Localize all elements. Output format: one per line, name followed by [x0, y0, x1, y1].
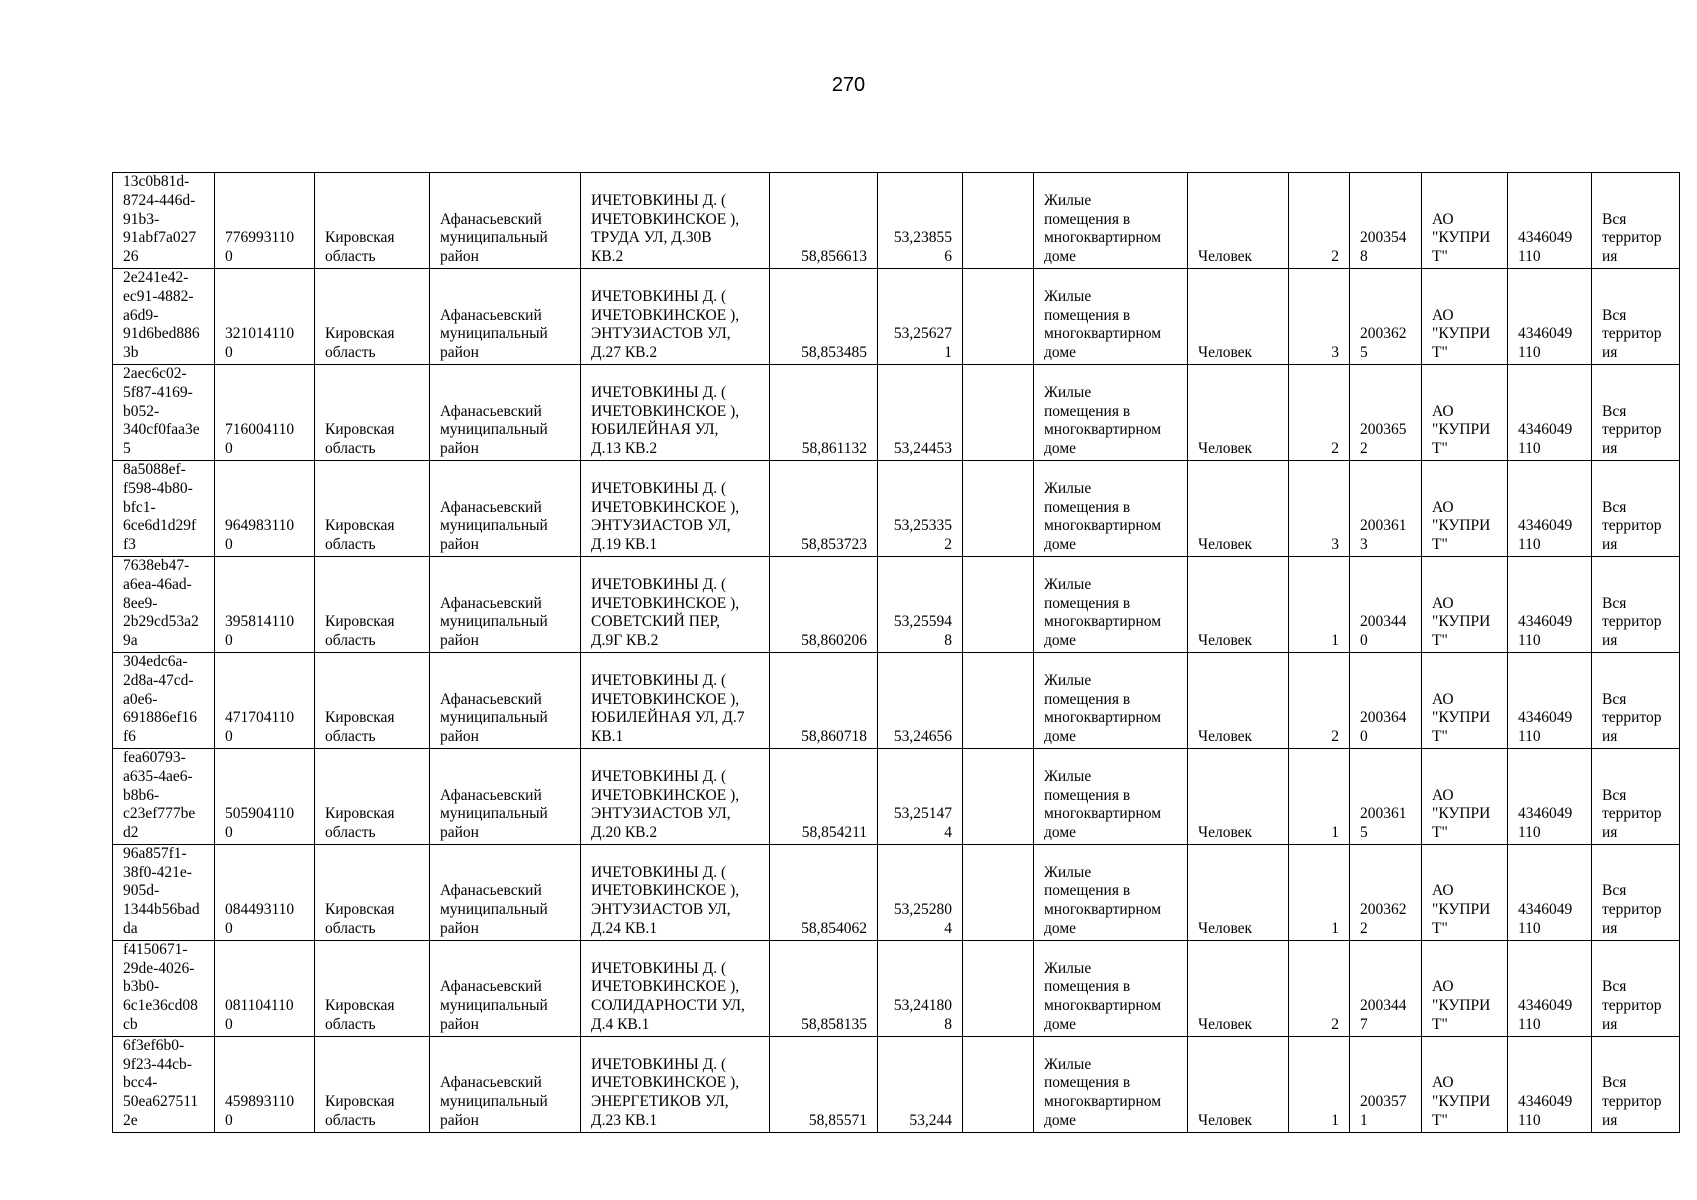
region-cell: Кировская область [315, 940, 430, 1036]
longitude-cell: 53,24656 [878, 652, 963, 748]
unit-cell: Человек [1188, 940, 1289, 1036]
object-id-cell: 96a857f1- 38f0-421e- 905d- 1344b56bad da [113, 844, 215, 940]
service-code-cell: 200344 7 [1350, 940, 1422, 1036]
longitude-cell: 53,23855 6 [878, 173, 963, 269]
organization-cell: АО "КУПРИ Т" [1422, 844, 1508, 940]
object-id-cell: 6f3ef6b0- 9f23-44cb- bcc4- 50ea627511 2e [113, 1036, 215, 1132]
count-cell: 2 [1289, 652, 1350, 748]
unit-cell: Человек [1188, 173, 1289, 269]
table-row [113, 173, 1680, 269]
district-cell: Афанасьевский муниципальный район [430, 844, 581, 940]
table-row [113, 1036, 1680, 1132]
count-cell: 1 [1289, 748, 1350, 844]
inn-cell: 4346049 110 [1508, 940, 1592, 1036]
inn-cell: 4346049 110 [1508, 460, 1592, 556]
table-row [113, 460, 1680, 556]
district-cell: Афанасьевский муниципальный район [430, 652, 581, 748]
territory-cell: Вся территор ия [1592, 173, 1680, 269]
territory-cell: Вся территор ия [1592, 1036, 1680, 1132]
unit-cell: Человек [1188, 556, 1289, 652]
premises-type-cell: Жилые помещения в многоквартирном доме [1034, 556, 1188, 652]
code-cell: 081104110 0 [215, 940, 315, 1036]
count-cell: 1 [1289, 844, 1350, 940]
table-row [113, 268, 1680, 364]
object-id-cell: f4150671- 29de-4026- b3b0- 6c1e36cd08 cb [113, 940, 215, 1036]
code-cell: 395814110 0 [215, 556, 315, 652]
organization-cell: АО "КУПРИ Т" [1422, 556, 1508, 652]
object-id-cell: 7638eb47- a6ea-46ad- 8ee9- 2b29cd53a2 9a [113, 556, 215, 652]
latitude-cell: 58,853485 [770, 268, 878, 364]
code-cell: 505904110 0 [215, 748, 315, 844]
page-number: 270 [831, 74, 866, 96]
organization-cell: АО "КУПРИ Т" [1422, 652, 1508, 748]
premises-type-cell: Жилые помещения в многоквартирном доме [1034, 364, 1188, 460]
code-cell: 321014110 0 [215, 268, 315, 364]
region-cell: Кировская область [315, 652, 430, 748]
region-cell: Кировская область [315, 844, 430, 940]
district-cell: Афанасьевский муниципальный район [430, 268, 581, 364]
count-cell: 2 [1289, 940, 1350, 1036]
latitude-cell: 58,860206 [770, 556, 878, 652]
object-id-cell: 304edc6a- 2d8a-47cd- a0e6- 691886ef16 f6 [113, 652, 215, 748]
premises-type-cell: Жилые помещения в многоквартирном доме [1034, 1036, 1188, 1132]
service-code-cell: 200362 5 [1350, 268, 1422, 364]
object-id-cell: 8a5088ef- f598-4b80- bfc1- 6ce6d1d29f f3 [113, 460, 215, 556]
premises-type-cell: Жилые помещения в многоквартирном доме [1034, 844, 1188, 940]
territory-cell: Вся территор ия [1592, 748, 1680, 844]
latitude-cell: 58,854062 [770, 844, 878, 940]
region-cell: Кировская область [315, 748, 430, 844]
address-cell: ИЧЕТОВКИНЫ Д. ( ИЧЕТОВКИНСКОЕ ), ТРУДА УЛ, Д.30В КВ.2 [581, 173, 770, 269]
territory-cell: Вся территор ия [1592, 652, 1680, 748]
count-cell: 3 [1289, 268, 1350, 364]
organization-cell: АО "КУПРИ Т" [1422, 268, 1508, 364]
unit-cell: Человек [1188, 844, 1289, 940]
longitude-cell: 53,244 [878, 1036, 963, 1132]
region-cell: Кировская область [315, 173, 430, 269]
count-cell: 2 [1289, 364, 1350, 460]
premises-type-cell: Жилые помещения в многоквартирном доме [1034, 940, 1188, 1036]
inn-cell: 4346049 110 [1508, 173, 1592, 269]
registry-table [112, 172, 1680, 1133]
empty-cell [963, 1036, 1034, 1132]
district-cell: Афанасьевский муниципальный район [430, 940, 581, 1036]
territory-cell: Вся территор ия [1592, 844, 1680, 940]
empty-cell [963, 940, 1034, 1036]
object-id-cell: 2e241e42- ec91-4882- a6d9- 91d6bed886 3b [113, 268, 215, 364]
table-row [113, 844, 1680, 940]
inn-cell: 4346049 110 [1508, 652, 1592, 748]
service-code-cell: 200344 0 [1350, 556, 1422, 652]
territory-cell: Вся территор ия [1592, 364, 1680, 460]
region-cell: Кировская область [315, 460, 430, 556]
organization-cell: АО "КУПРИ Т" [1422, 460, 1508, 556]
district-cell: Афанасьевский муниципальный район [430, 364, 581, 460]
organization-cell: АО "КУПРИ Т" [1422, 364, 1508, 460]
region-cell: Кировская область [315, 1036, 430, 1132]
latitude-cell: 58,854211 [770, 748, 878, 844]
empty-cell [963, 268, 1034, 364]
address-cell: ИЧЕТОВКИНЫ Д. ( ИЧЕТОВКИНСКОЕ ), ЭНЕРГЕТИКОВ УЛ, Д.23 КВ.1 [581, 1036, 770, 1132]
address-cell: ИЧЕТОВКИНЫ Д. ( ИЧЕТОВКИНСКОЕ ), ЭНТУЗИАСТОВ УЛ, Д.27 КВ.2 [581, 268, 770, 364]
inn-cell: 4346049 110 [1508, 268, 1592, 364]
unit-cell: Человек [1188, 748, 1289, 844]
region-cell: Кировская область [315, 364, 430, 460]
service-code-cell: 200365 2 [1350, 364, 1422, 460]
territory-cell: Вся территор ия [1592, 940, 1680, 1036]
latitude-cell: 58,853723 [770, 460, 878, 556]
code-cell: 459893110 0 [215, 1036, 315, 1132]
service-code-cell: 200364 0 [1350, 652, 1422, 748]
latitude-cell: 58,856613 [770, 173, 878, 269]
service-code-cell: 200354 8 [1350, 173, 1422, 269]
inn-cell: 4346049 110 [1508, 844, 1592, 940]
district-cell: Афанасьевский муниципальный район [430, 173, 581, 269]
region-cell: Кировская область [315, 556, 430, 652]
empty-cell [963, 364, 1034, 460]
empty-cell [963, 652, 1034, 748]
inn-cell: 4346049 110 [1508, 556, 1592, 652]
service-code-cell: 200357 1 [1350, 1036, 1422, 1132]
unit-cell: Человек [1188, 1036, 1289, 1132]
longitude-cell: 53,25147 4 [878, 748, 963, 844]
unit-cell: Человек [1188, 364, 1289, 460]
address-cell: ИЧЕТОВКИНЫ Д. ( ИЧЕТОВКИНСКОЕ ), ЮБИЛЕЙНАЯ УЛ, Д.13 КВ.2 [581, 364, 770, 460]
longitude-cell: 53,24180 8 [878, 940, 963, 1036]
address-cell: ИЧЕТОВКИНЫ Д. ( ИЧЕТОВКИНСКОЕ ), ЭНТУЗИАСТОВ УЛ, Д.19 КВ.1 [581, 460, 770, 556]
object-id-cell: 13c0b81d- 8724-446d- 91b3- 91abf7a027 26 [113, 173, 215, 269]
premises-type-cell: Жилые помещения в многоквартирном доме [1034, 173, 1188, 269]
premises-type-cell: Жилые помещения в многоквартирном доме [1034, 748, 1188, 844]
code-cell: 471704110 0 [215, 652, 315, 748]
territory-cell: Вся территор ия [1592, 268, 1680, 364]
service-code-cell: 200361 3 [1350, 460, 1422, 556]
unit-cell: Человек [1188, 652, 1289, 748]
count-cell: 3 [1289, 460, 1350, 556]
empty-cell [963, 556, 1034, 652]
premises-type-cell: Жилые помещения в многоквартирном доме [1034, 652, 1188, 748]
inn-cell: 4346049 110 [1508, 1036, 1592, 1132]
district-cell: Афанасьевский муниципальный район [430, 748, 581, 844]
service-code-cell: 200362 2 [1350, 844, 1422, 940]
organization-cell: АО "КУПРИ Т" [1422, 1036, 1508, 1132]
latitude-cell: 58,85571 [770, 1036, 878, 1132]
address-cell: ИЧЕТОВКИНЫ Д. ( ИЧЕТОВКИНСКОЕ ), ЭНТУЗИАСТОВ УЛ, Д.20 КВ.2 [581, 748, 770, 844]
longitude-cell: 53,25627 1 [878, 268, 963, 364]
count-cell: 1 [1289, 1036, 1350, 1132]
longitude-cell: 53,25280 4 [878, 844, 963, 940]
code-cell: 084493110 0 [215, 844, 315, 940]
empty-cell [963, 748, 1034, 844]
code-cell: 716004110 0 [215, 364, 315, 460]
count-cell: 1 [1289, 556, 1350, 652]
empty-cell [963, 844, 1034, 940]
table-row [113, 748, 1680, 844]
region-cell: Кировская область [315, 268, 430, 364]
district-cell: Афанасьевский муниципальный район [430, 1036, 581, 1132]
table-body [113, 173, 1680, 1133]
inn-cell: 4346049 110 [1508, 364, 1592, 460]
address-cell: ИЧЕТОВКИНЫ Д. ( ИЧЕТОВКИНСКОЕ ), СОВЕТСКИЙ ПЕР, Д.9Г КВ.2 [581, 556, 770, 652]
code-cell: 964983110 0 [215, 460, 315, 556]
unit-cell: Человек [1188, 460, 1289, 556]
table-row [113, 940, 1680, 1036]
inn-cell: 4346049 110 [1508, 748, 1592, 844]
service-code-cell: 200361 5 [1350, 748, 1422, 844]
table-row [113, 364, 1680, 460]
territory-cell: Вся территор ия [1592, 460, 1680, 556]
territory-cell: Вся территор ия [1592, 556, 1680, 652]
table-row [113, 652, 1680, 748]
empty-cell [963, 460, 1034, 556]
latitude-cell: 58,860718 [770, 652, 878, 748]
address-cell: ИЧЕТОВКИНЫ Д. ( ИЧЕТОВКИНСКОЕ ), ЮБИЛЕЙНАЯ УЛ, Д.7 КВ.1 [581, 652, 770, 748]
longitude-cell: 53,24453 [878, 364, 963, 460]
object-id-cell: fea60793- a635-4ae6- b8b6- c23ef777be d2 [113, 748, 215, 844]
table-row [113, 556, 1680, 652]
longitude-cell: 53,25594 8 [878, 556, 963, 652]
organization-cell: АО "КУПРИ Т" [1422, 748, 1508, 844]
count-cell: 2 [1289, 173, 1350, 269]
organization-cell: АО "КУПРИ Т" [1422, 173, 1508, 269]
latitude-cell: 58,861132 [770, 364, 878, 460]
empty-cell [963, 173, 1034, 269]
district-cell: Афанасьевский муниципальный район [430, 556, 581, 652]
longitude-cell: 53,25335 2 [878, 460, 963, 556]
address-cell: ИЧЕТОВКИНЫ Д. ( ИЧЕТОВКИНСКОЕ ), ЭНТУЗИАСТОВ УЛ, Д.24 КВ.1 [581, 844, 770, 940]
premises-type-cell: Жилые помещения в многоквартирном доме [1034, 460, 1188, 556]
address-cell: ИЧЕТОВКИНЫ Д. ( ИЧЕТОВКИНСКОЕ ), СОЛИДАРНОСТИ УЛ, Д.4 КВ.1 [581, 940, 770, 1036]
district-cell: Афанасьевский муниципальный район [430, 460, 581, 556]
premises-type-cell: Жилые помещения в многоквартирном доме [1034, 268, 1188, 364]
latitude-cell: 58,858135 [770, 940, 878, 1036]
object-id-cell: 2aec6c02- 5f87-4169- b052- 340cf0faa3e 5 [113, 364, 215, 460]
code-cell: 776993110 0 [215, 173, 315, 269]
unit-cell: Человек [1188, 268, 1289, 364]
organization-cell: АО "КУПРИ Т" [1422, 940, 1508, 1036]
